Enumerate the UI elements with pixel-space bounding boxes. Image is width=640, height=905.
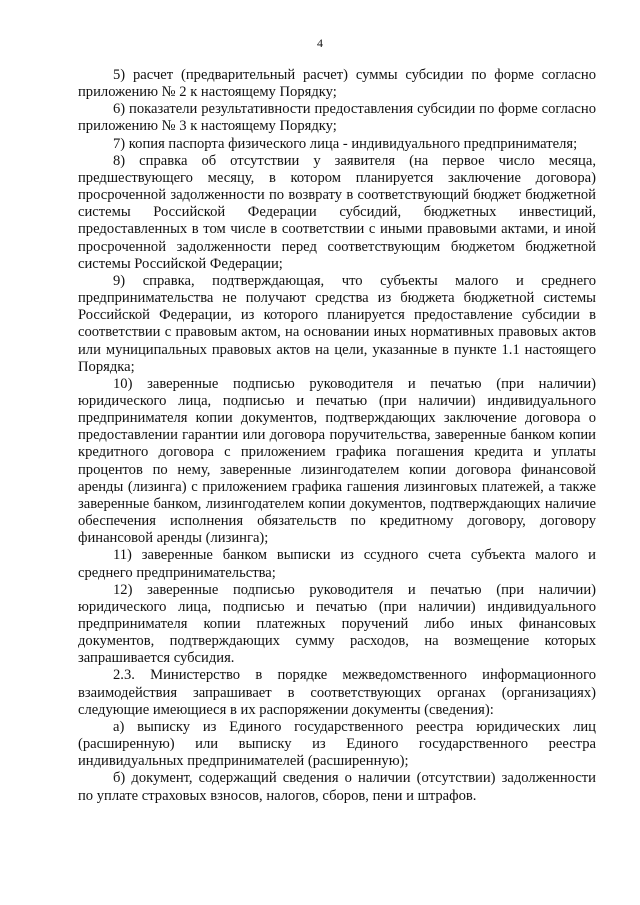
paragraph-item-6: 6) показатели результативности предоставления субсидии по форме согласно приложению № 3 к настоящему Порядку; bbox=[78, 101, 596, 135]
paragraph-item-11: 11) заверенные банком выписки из ссудного счета субъекта малого и среднего предпринимательства; bbox=[78, 547, 596, 581]
page-number: 4 bbox=[317, 36, 323, 50]
paragraph-subitem-b: б) документ, содержащий сведения о наличии (отсутствии) задолженности по уплате страховых взносов, налогов, сборов, пени и штрафов. bbox=[78, 770, 596, 804]
paragraph-item-8: 8) справка об отсутствии у заявителя (на первое число месяца, предшествующего месяцу, в котором планируется заключение договора) просроченной задолженности по возврату в соответствующий бюджет бюджетной системы Российской Федерации субсидий, бюджетных инвестиций, предоставленных в том числе в соответствии с иными правовыми актами, и иной просроченной задолженности перед соответствующим бюджетом бюджетной системы Российской Федерации; bbox=[78, 152, 596, 272]
paragraph-subitem-a: а) выписку из Единого государственного реестра юридических лиц (расширенную) или выписку из Единого государственного реестра индивидуальных предпринимателей (расширенную); bbox=[78, 718, 596, 770]
paragraph-item-12: 12) заверенные подписью руководителя и печатью (при наличии) юридического лица, подписью и печатью (при наличии) индивидуального предпринимателя копии платежных поручений либо иных финансовых документов, подтверждающих сумму расходов, на возмещение которых запрашивается субсидия. bbox=[78, 581, 596, 667]
paragraph-section-2-3: 2.3. Министерство в порядке межведомственного информационного взаимодействия запрашивает в соответствующих органах (организациях) следующие имеющиеся в их распоряжении документы (сведения): bbox=[78, 667, 596, 718]
paragraph-item-10: 10) заверенные подписью руководителя и печатью (при наличии) юридического лица, подписью и печатью (при наличии) индивидуального предпринимателя копии документов, подтверждающих заключение договора о предоставлении гарантии или договора поручительства, заверенные банком копии кредитного договора с приложением графика погашения кредита и уплаты процентов по нему, заверенные лизингодателем копии договора финансовой аренды (лизинга) с приложением графика гашения лизинговых платежей, а также заверенные банком, лизингодателем копии документов, подтверждающих наличие обеспечения исполнения обязательств по кредитному договору, договору финансовой аренды (лизинга); bbox=[78, 375, 596, 547]
paragraph-item-5: 5) расчет (предварительный расчет) суммы субсидии по форме согласно приложению № 2 к настоящему Порядку; bbox=[78, 67, 596, 101]
paragraph-item-9: 9) справка, подтверждающая, что субъекты малого и среднего предпринимательства не получают средства из бюджета бюджетной системы Российской Федерации, из которого планируется предоставление субсидии в соответствии с правовым актом, на основании иных нормативных правовых актов или муниципальных правовых актов на цели, указанные в пункте 1.1 настоящего Порядка; bbox=[78, 272, 596, 375]
document-body bbox=[78, 67, 596, 805]
paragraph-item-7: 7) копия паспорта физического лица - индивидуального предпринимателя; bbox=[113, 135, 578, 152]
